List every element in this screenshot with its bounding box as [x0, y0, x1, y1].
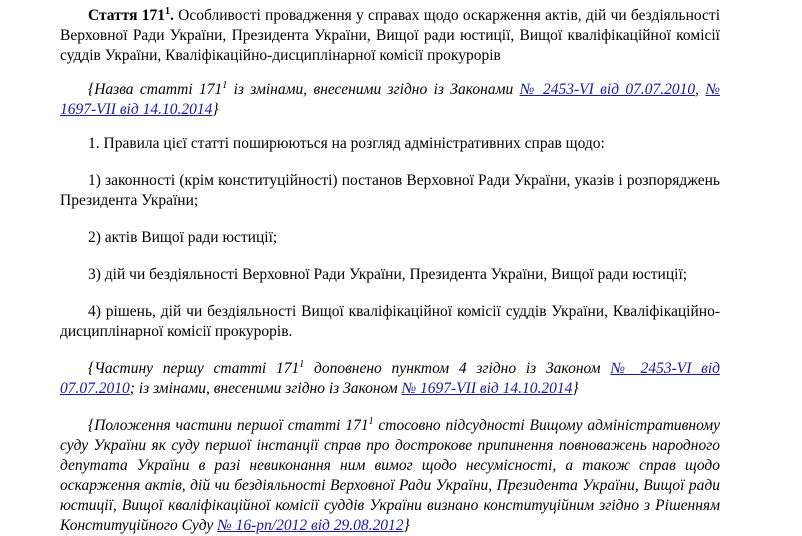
court-decision-link[interactable]: № 16-рп/2012 від 29.08.2012: [217, 517, 404, 534]
document-body: [60, 6, 720, 536]
article-heading: [60, 6, 720, 66]
law-link-2453-vi[interactable]: № 2453-VI від 07.07.2010: [519, 81, 696, 98]
article-number: Стаття $171^1$.: [88, 6, 174, 24]
editorial-note-constitutional-court: {Положення частини першої статті $171^1$ стосовно підсудності Вищому адміністративному суду України як суду першої інстанції справ про дострокове припинення повноважень народного депутата України в разі невиконання ним вимог щодо несумісності, а також справ щодо оскарження актів, дій чи бездіяльності Верховної Ради України, Президента України, Вищої ради юстиції, Вищої кваліфікаційної комісії суддів України визнано конституційним згідно з Рішенням Конституційного Суду № 16-рп/2012 від 29.08.2012}: [60, 416, 720, 534]
law-link-1697-vii[interactable]: № 1697-VII від 14.10.2014: [401, 380, 573, 397]
law-link-2453-vi[interactable]: № 2453-VI від 07.07.2010: [60, 360, 721, 397]
paragraph-1: 1. Правила цієї статті поширюються на розгляд адміністративних справ щодо:: [88, 135, 605, 152]
article-title: Особливості провадження у справах щодо оскарження актів, дій чи бездіяльності Верховної Ради України, Президента України, Вищої ради юстиції, Вищої кваліфікаційної комісії суддів України, Кваліфікаційно-дисциплінарної комісії прокурорів: [60, 7, 720, 64]
law-link-1697-vii[interactable]: № 1697-VII від 14.10.2014: [60, 81, 720, 118]
list-item-1: 1) законності (крім конституційності) постанов Верховної Ради України, указів і розпоряджень Президента України;: [60, 172, 720, 209]
list-item-4: 4) рішень, дій чи бездіяльності Вищої кваліфікаційної комісії суддів України, Кваліфікаційно-дисциплінарної комісії прокурорів.: [60, 303, 720, 340]
editorial-note-title: {Назва статті $171^1$ із змінами, внесеними згідно із Законами № 2453-VI від 07.07.2010, № 1697-VII від 14.10.2014}: [60, 80, 720, 118]
list-item-2: 2) актів Вищої ради юстиції;: [88, 229, 278, 246]
list-item-3: 3) дій чи бездіяльності Верховної Ради України, Президента України, Вищої ради юстиції;: [88, 266, 688, 283]
editorial-note-part1: {Частину першу статті $171^1$ доповнено пунктом 4 згідно із Законом № 2453-VI від 07.07.2010; із змінами, внесеними згідно із Законом № 1697-VII від 14.10.2014}: [60, 359, 721, 397]
